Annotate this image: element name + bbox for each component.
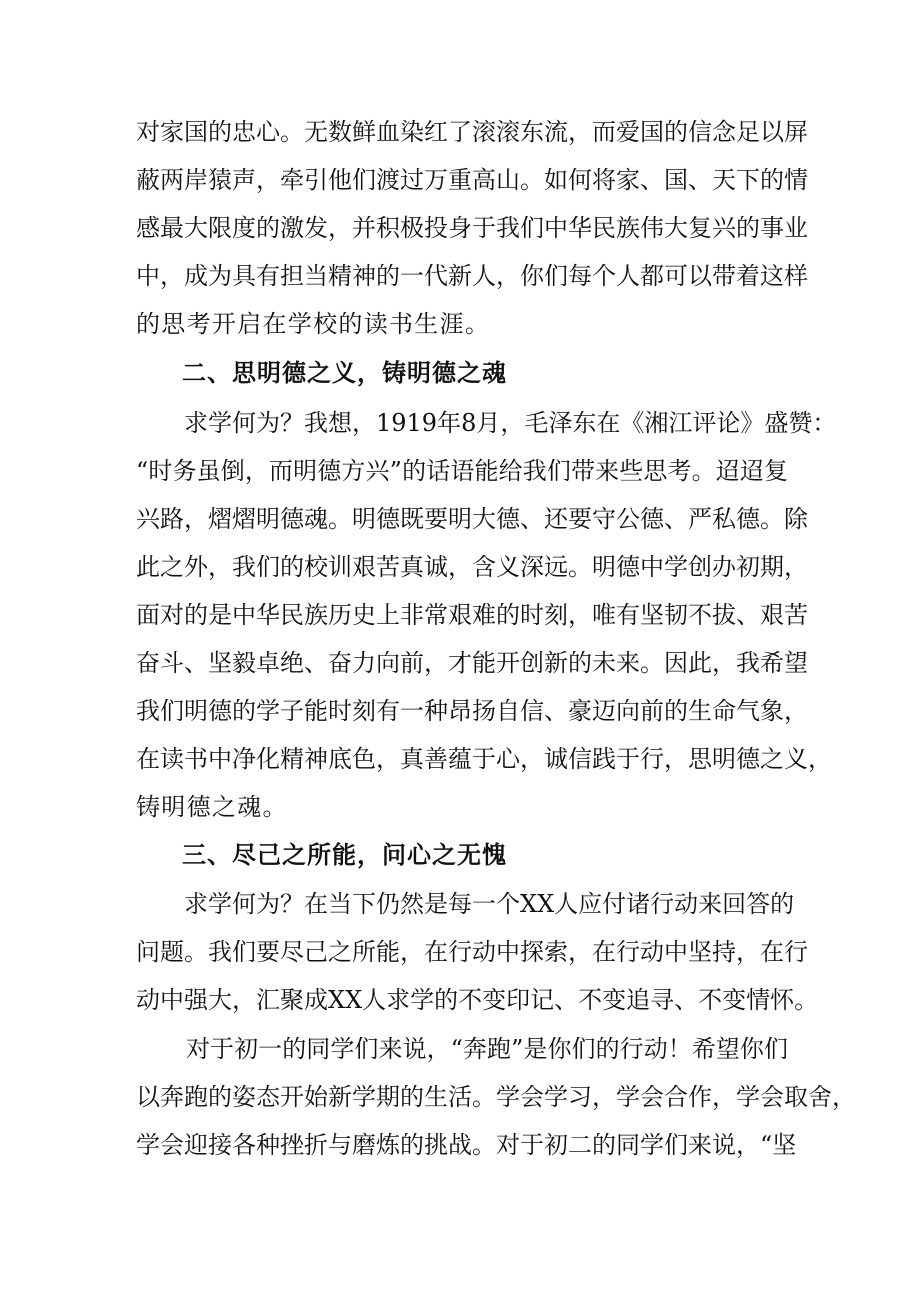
paragraph-line: 感最大限度的激发，并积极投身于我们中华民族伟大复兴的事业 (136, 214, 808, 242)
paragraph-line: 对于初一的同学们来说，“奔跑”是你们的行动！希望你们 (186, 1035, 788, 1063)
paragraph-line: 动中强大，汇聚成XX人求学的不变印记、不变追寻、不变情怀。 (136, 986, 819, 1014)
paragraph-line: “时务虽倒，而明德方兴”的话语能给我们带来些思考。迢迢复 (136, 457, 788, 485)
paragraph-line: 对家国的忠心。无数鲜血染红了滚滚东流，而爱国的信念足以屏 (136, 118, 808, 146)
paragraph-line: 蔽两岸猿声，牵引他们渡过万重高山。如何将家、国、天下的情 (136, 166, 808, 194)
section-heading: 三、尽己之所能，问心之无愧 (182, 841, 507, 869)
paragraph-line: 中，成为具有担当精神的一代新人，你们每个人都可以带着这样 (136, 262, 808, 290)
paragraph-line: 在读书中净化精神底色，真善蕴于心，诚信践于行，思明德之义， (136, 745, 832, 773)
paragraph-line: 我们明德的学子能时刻有一种昂扬自信、豪迈向前的生命气象， (136, 697, 808, 725)
section-heading: 二、思明德之义，铸明德之魂 (182, 359, 507, 387)
paragraph-line: 的思考开启在学校的读书生涯。 (136, 310, 491, 338)
paragraph-line: 兴路，熠熠明德魂。明德既要明大德、还要守公德、严私德。除 (136, 505, 808, 533)
paragraph-line: 学会迎接各种挫折与磨炼的挑战。对于初二的同学们来说，“坚 (136, 1131, 797, 1159)
paragraph-line: 求学何为？我想，1919年8月，毛泽东在《湘江评论》盛赞： (184, 409, 837, 437)
paragraph-line: 问题。我们要尽己之所能，在行动中探索，在行动中坚持，在行 (136, 938, 808, 966)
paragraph-line: 铸明德之魂。 (136, 793, 288, 821)
paragraph-line: 此之外，我们的校训艰苦真诚，含义深远。明德中学创办初期， (136, 553, 808, 581)
paragraph-line: 求学何为？在当下仍然是每一个XX人应付诸行动来回答的 (184, 890, 795, 918)
paragraph-line: 以奔跑的姿态开始新学期的生活。学会学习，学会合作，学会取舍， (136, 1083, 856, 1111)
paragraph-line: 奋斗、坚毅卓绝、奋力向前，才能开创新的未来。因此，我希望 (136, 649, 808, 677)
paragraph-line: 面对的是中华民族历史上非常艰难的时刻，唯有坚韧不拔、艰苦 (136, 601, 808, 629)
